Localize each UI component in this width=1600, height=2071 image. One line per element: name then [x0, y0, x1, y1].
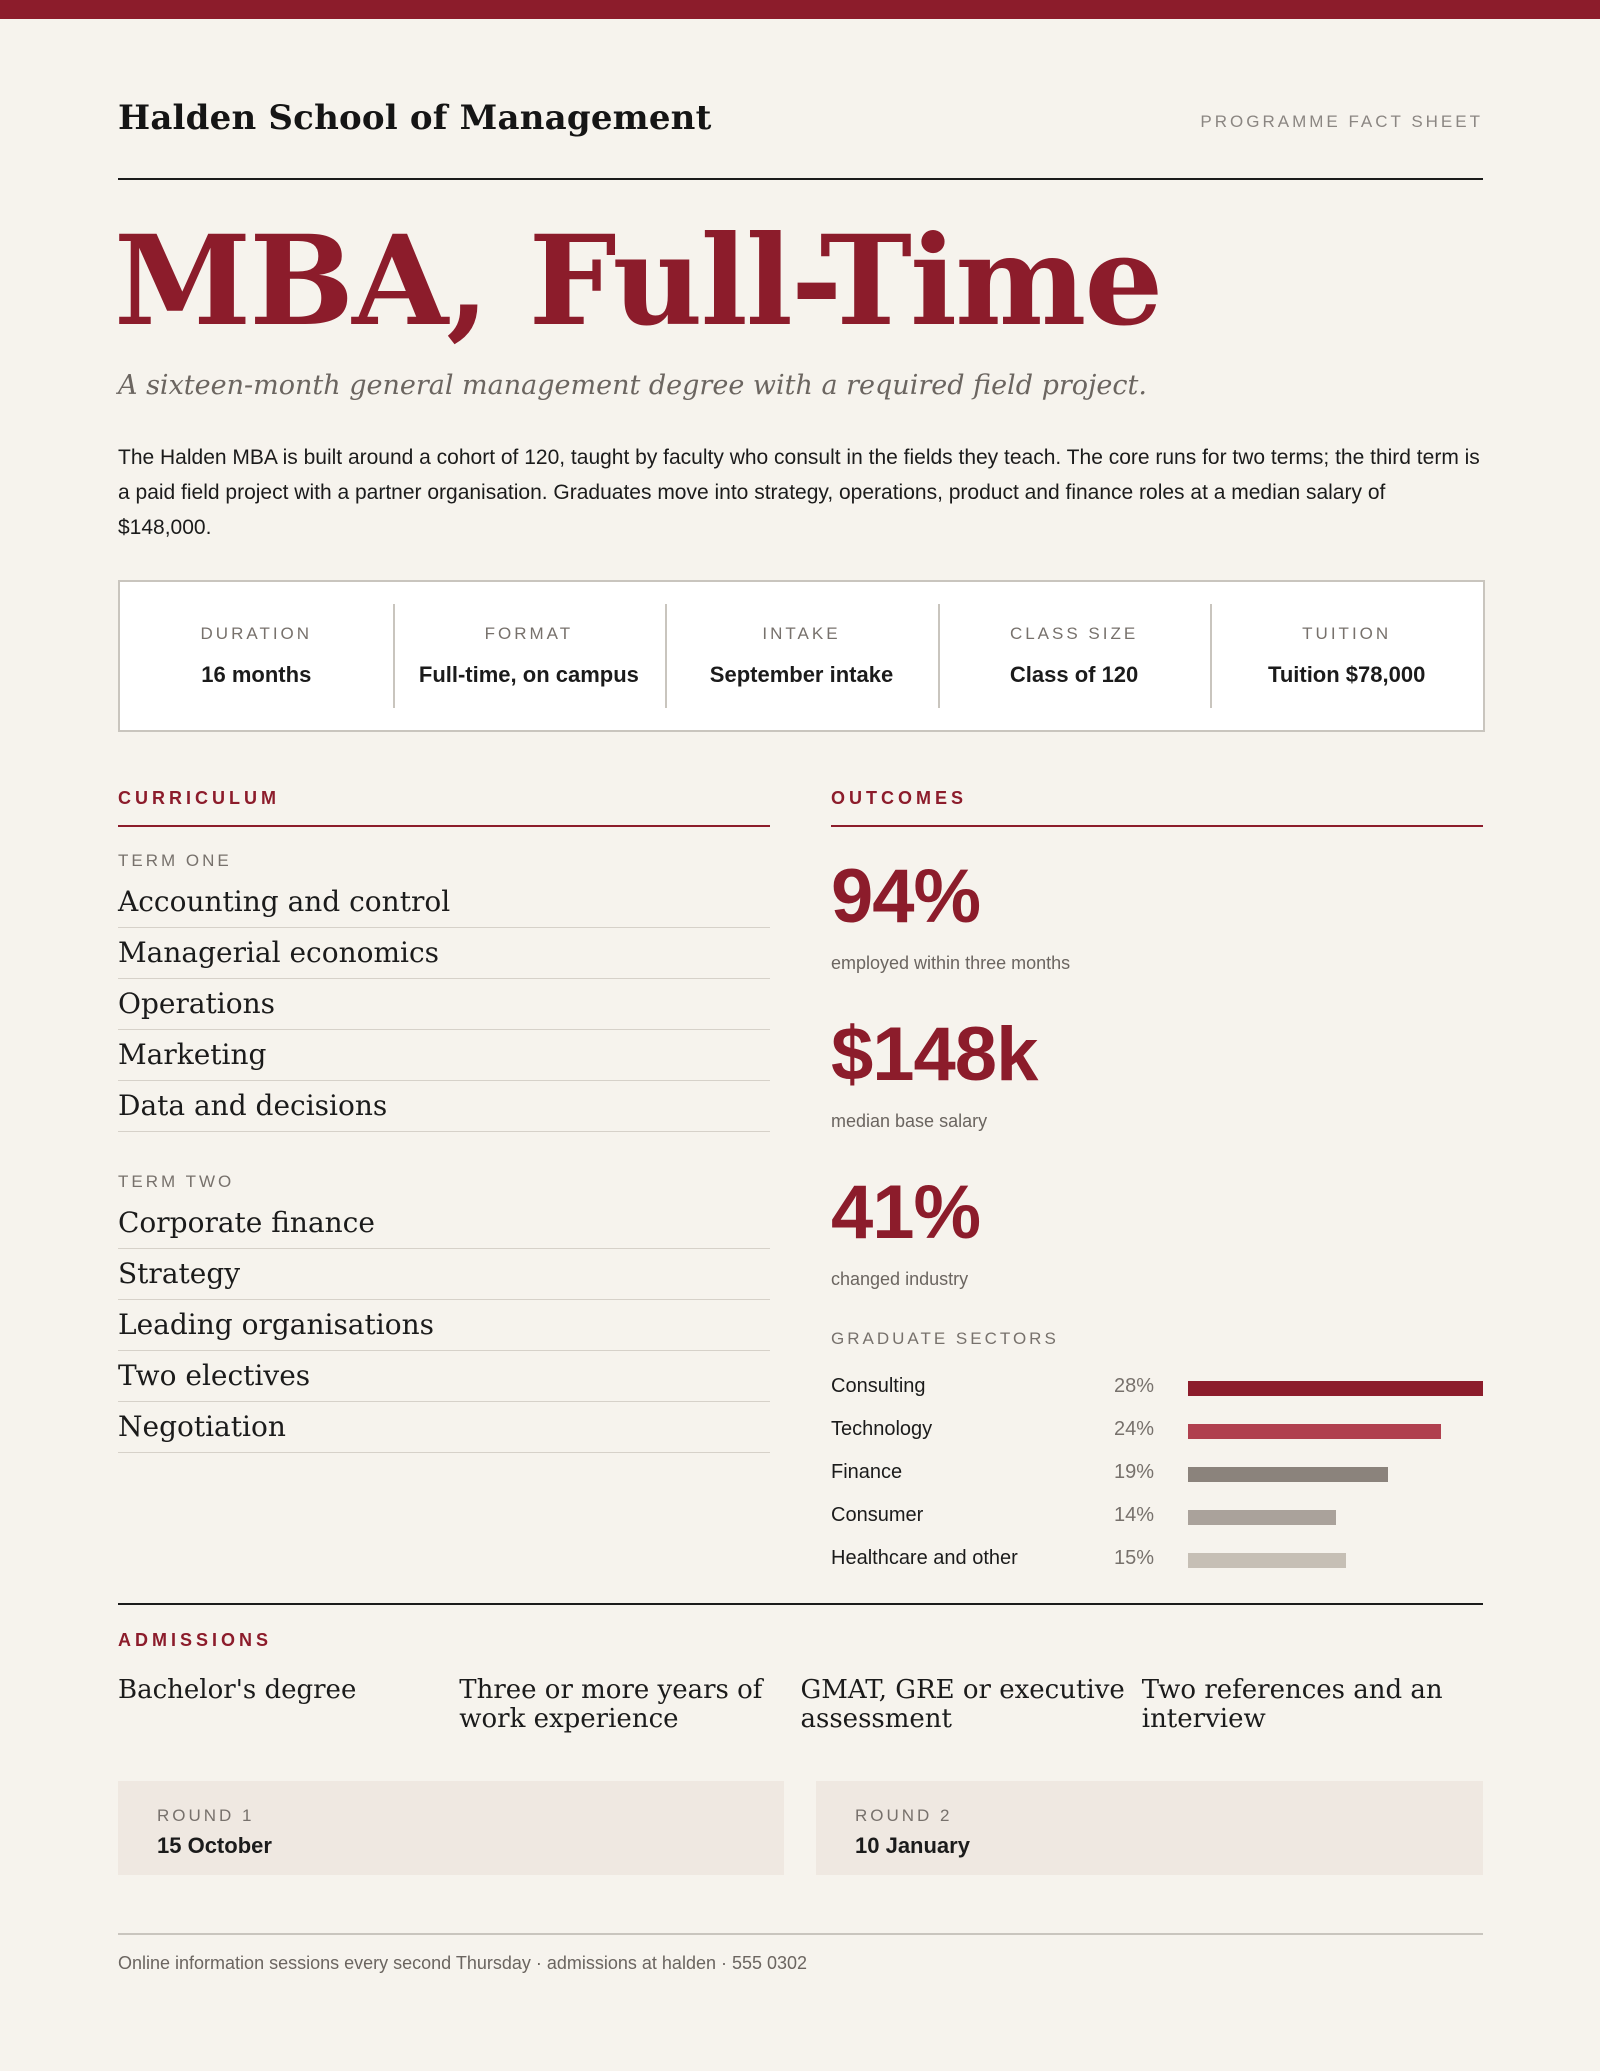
admissions-divider: [118, 1603, 1483, 1605]
course-item: Strategy: [118, 1249, 770, 1300]
sector-bar: [1188, 1424, 1441, 1439]
requirement-item: GMAT, GRE or executive assessment: [800, 1675, 1125, 1734]
fact-label: DURATION: [200, 624, 313, 643]
page-subtitle: A sixteen-month general management degree with a required field project.: [118, 370, 1147, 401]
course-item: Two electives: [118, 1351, 770, 1402]
document-type: PROGRAMME FACT SHEET: [1200, 112, 1483, 131]
course-item: Operations: [118, 979, 770, 1030]
admissions-heading: ADMISSIONS: [118, 1630, 273, 1650]
fact-duration: [120, 582, 393, 730]
term-two-courses: [118, 1198, 770, 1453]
footer-divider: [118, 1933, 1483, 1935]
term-two-label: TERM TWO: [118, 1172, 235, 1191]
course-item: Negotiation: [118, 1402, 770, 1453]
graduate-sectors-chart: [831, 1367, 1483, 1582]
curriculum-heading: CURRICULUM: [118, 788, 280, 808]
requirement-item: Two references and an interview: [1141, 1675, 1443, 1734]
key-facts-panel: [118, 580, 1485, 732]
sector-percent: 28%: [1114, 1375, 1155, 1397]
fact-value: Full-time, on campus: [418, 662, 639, 687]
outcomes-divider: [831, 825, 1483, 827]
sector-bar: [1188, 1510, 1336, 1525]
fact-format: [393, 582, 666, 730]
sector-bar-track: [1188, 1467, 1483, 1482]
fact-value: Tuition $78,000: [1268, 662, 1426, 687]
fact-label: FORMAT: [484, 624, 574, 643]
sector-percent: 24%: [1114, 1418, 1155, 1440]
header-divider: [118, 178, 1483, 180]
sector-name: Finance: [831, 1461, 903, 1483]
stat-value: 94%: [831, 854, 981, 939]
sector-name: Consulting: [831, 1375, 926, 1397]
fact-tuition: [1210, 582, 1483, 730]
top-accent-bar: [0, 0, 1600, 19]
round-date: 10 January: [855, 1833, 970, 1858]
sector-name: Technology: [831, 1418, 933, 1440]
fact-label: INTAKE: [762, 624, 841, 643]
term-one-courses: [118, 877, 770, 1132]
sector-bar-track: [1188, 1381, 1483, 1396]
sector-bar-track: [1188, 1553, 1483, 1568]
course-item: Accounting and control: [118, 877, 770, 928]
round-date: 15 October: [157, 1833, 272, 1858]
school-name: Halden School of Management: [118, 98, 712, 138]
stat-label: employed within three months: [831, 953, 1071, 973]
course-item: Data and decisions: [118, 1081, 770, 1132]
stat-label: median base salary: [831, 1111, 988, 1131]
course-item: Marketing: [118, 1030, 770, 1081]
page-title: MBA, Full-Time: [114, 209, 1162, 354]
stat-value: 41%: [831, 1170, 981, 1255]
sector-row: [831, 1539, 1483, 1582]
fact-value: September intake: [709, 662, 894, 687]
admission-requirements: [118, 1676, 1483, 1734]
sector-row: [831, 1410, 1483, 1453]
outcomes-section: [831, 788, 1483, 1582]
sector-percent: 15%: [1114, 1547, 1155, 1569]
round-1-card: [118, 1781, 784, 1875]
outcomes-heading: OUTCOMES: [831, 788, 968, 808]
fact-intake: [665, 582, 938, 730]
fact-value: Class of 120: [1009, 662, 1139, 687]
intro-paragraph: The Halden MBA is built around a cohort of 120, taught by faculty who consult in the fields they teach. The core runs for two terms; the third term is a paid field project with a partner organisation. Graduates move into strategy, operations, product and finance roles at a median salary of $148,000.: [118, 446, 1480, 539]
fact-class-size: [938, 582, 1211, 730]
requirement-item: Bachelor's degree: [118, 1675, 357, 1705]
term-one-label: TERM ONE: [118, 851, 232, 870]
sector-name: Consumer: [831, 1504, 924, 1526]
stat-industry-change: [831, 1170, 1483, 1293]
sector-bar: [1188, 1381, 1483, 1396]
round-label: ROUND 2: [855, 1806, 953, 1825]
sector-bar: [1188, 1553, 1346, 1568]
sector-bar: [1188, 1467, 1388, 1482]
stat-employment: [831, 854, 1483, 977]
sector-percent: 19%: [1114, 1461, 1155, 1483]
requirement-item: Three or more years of work experience: [459, 1675, 763, 1734]
sector-bar-track: [1188, 1510, 1483, 1525]
sector-row: [831, 1367, 1483, 1410]
curriculum-divider: [118, 825, 770, 827]
round-label: ROUND 1: [157, 1806, 255, 1825]
course-item: Managerial economics: [118, 928, 770, 979]
sectors-heading: GRADUATE SECTORS: [831, 1329, 1059, 1348]
stat-salary: [831, 1012, 1483, 1135]
round-2-card: [816, 1781, 1483, 1875]
footer-note: Online information sessions every second Thursday · admissions at halden · 555 0302: [118, 1953, 808, 1973]
application-rounds: [118, 1781, 1483, 1875]
fact-label: CLASS SIZE: [1009, 624, 1139, 643]
sector-percent: 14%: [1114, 1504, 1155, 1526]
stat-label: changed industry: [831, 1269, 969, 1289]
header: [118, 98, 1483, 142]
sector-name: Healthcare and other: [831, 1547, 1018, 1569]
course-item: Leading organisations: [118, 1300, 770, 1351]
course-item: Corporate finance: [118, 1198, 770, 1249]
stat-value: $148k: [831, 1012, 1038, 1097]
sector-row: [831, 1496, 1483, 1539]
fact-label: TUITION: [1302, 624, 1392, 643]
curriculum-section: [118, 788, 770, 1453]
sector-row: [831, 1453, 1483, 1496]
sector-bar-track: [1188, 1424, 1483, 1439]
fact-value: 16 months: [201, 662, 312, 687]
